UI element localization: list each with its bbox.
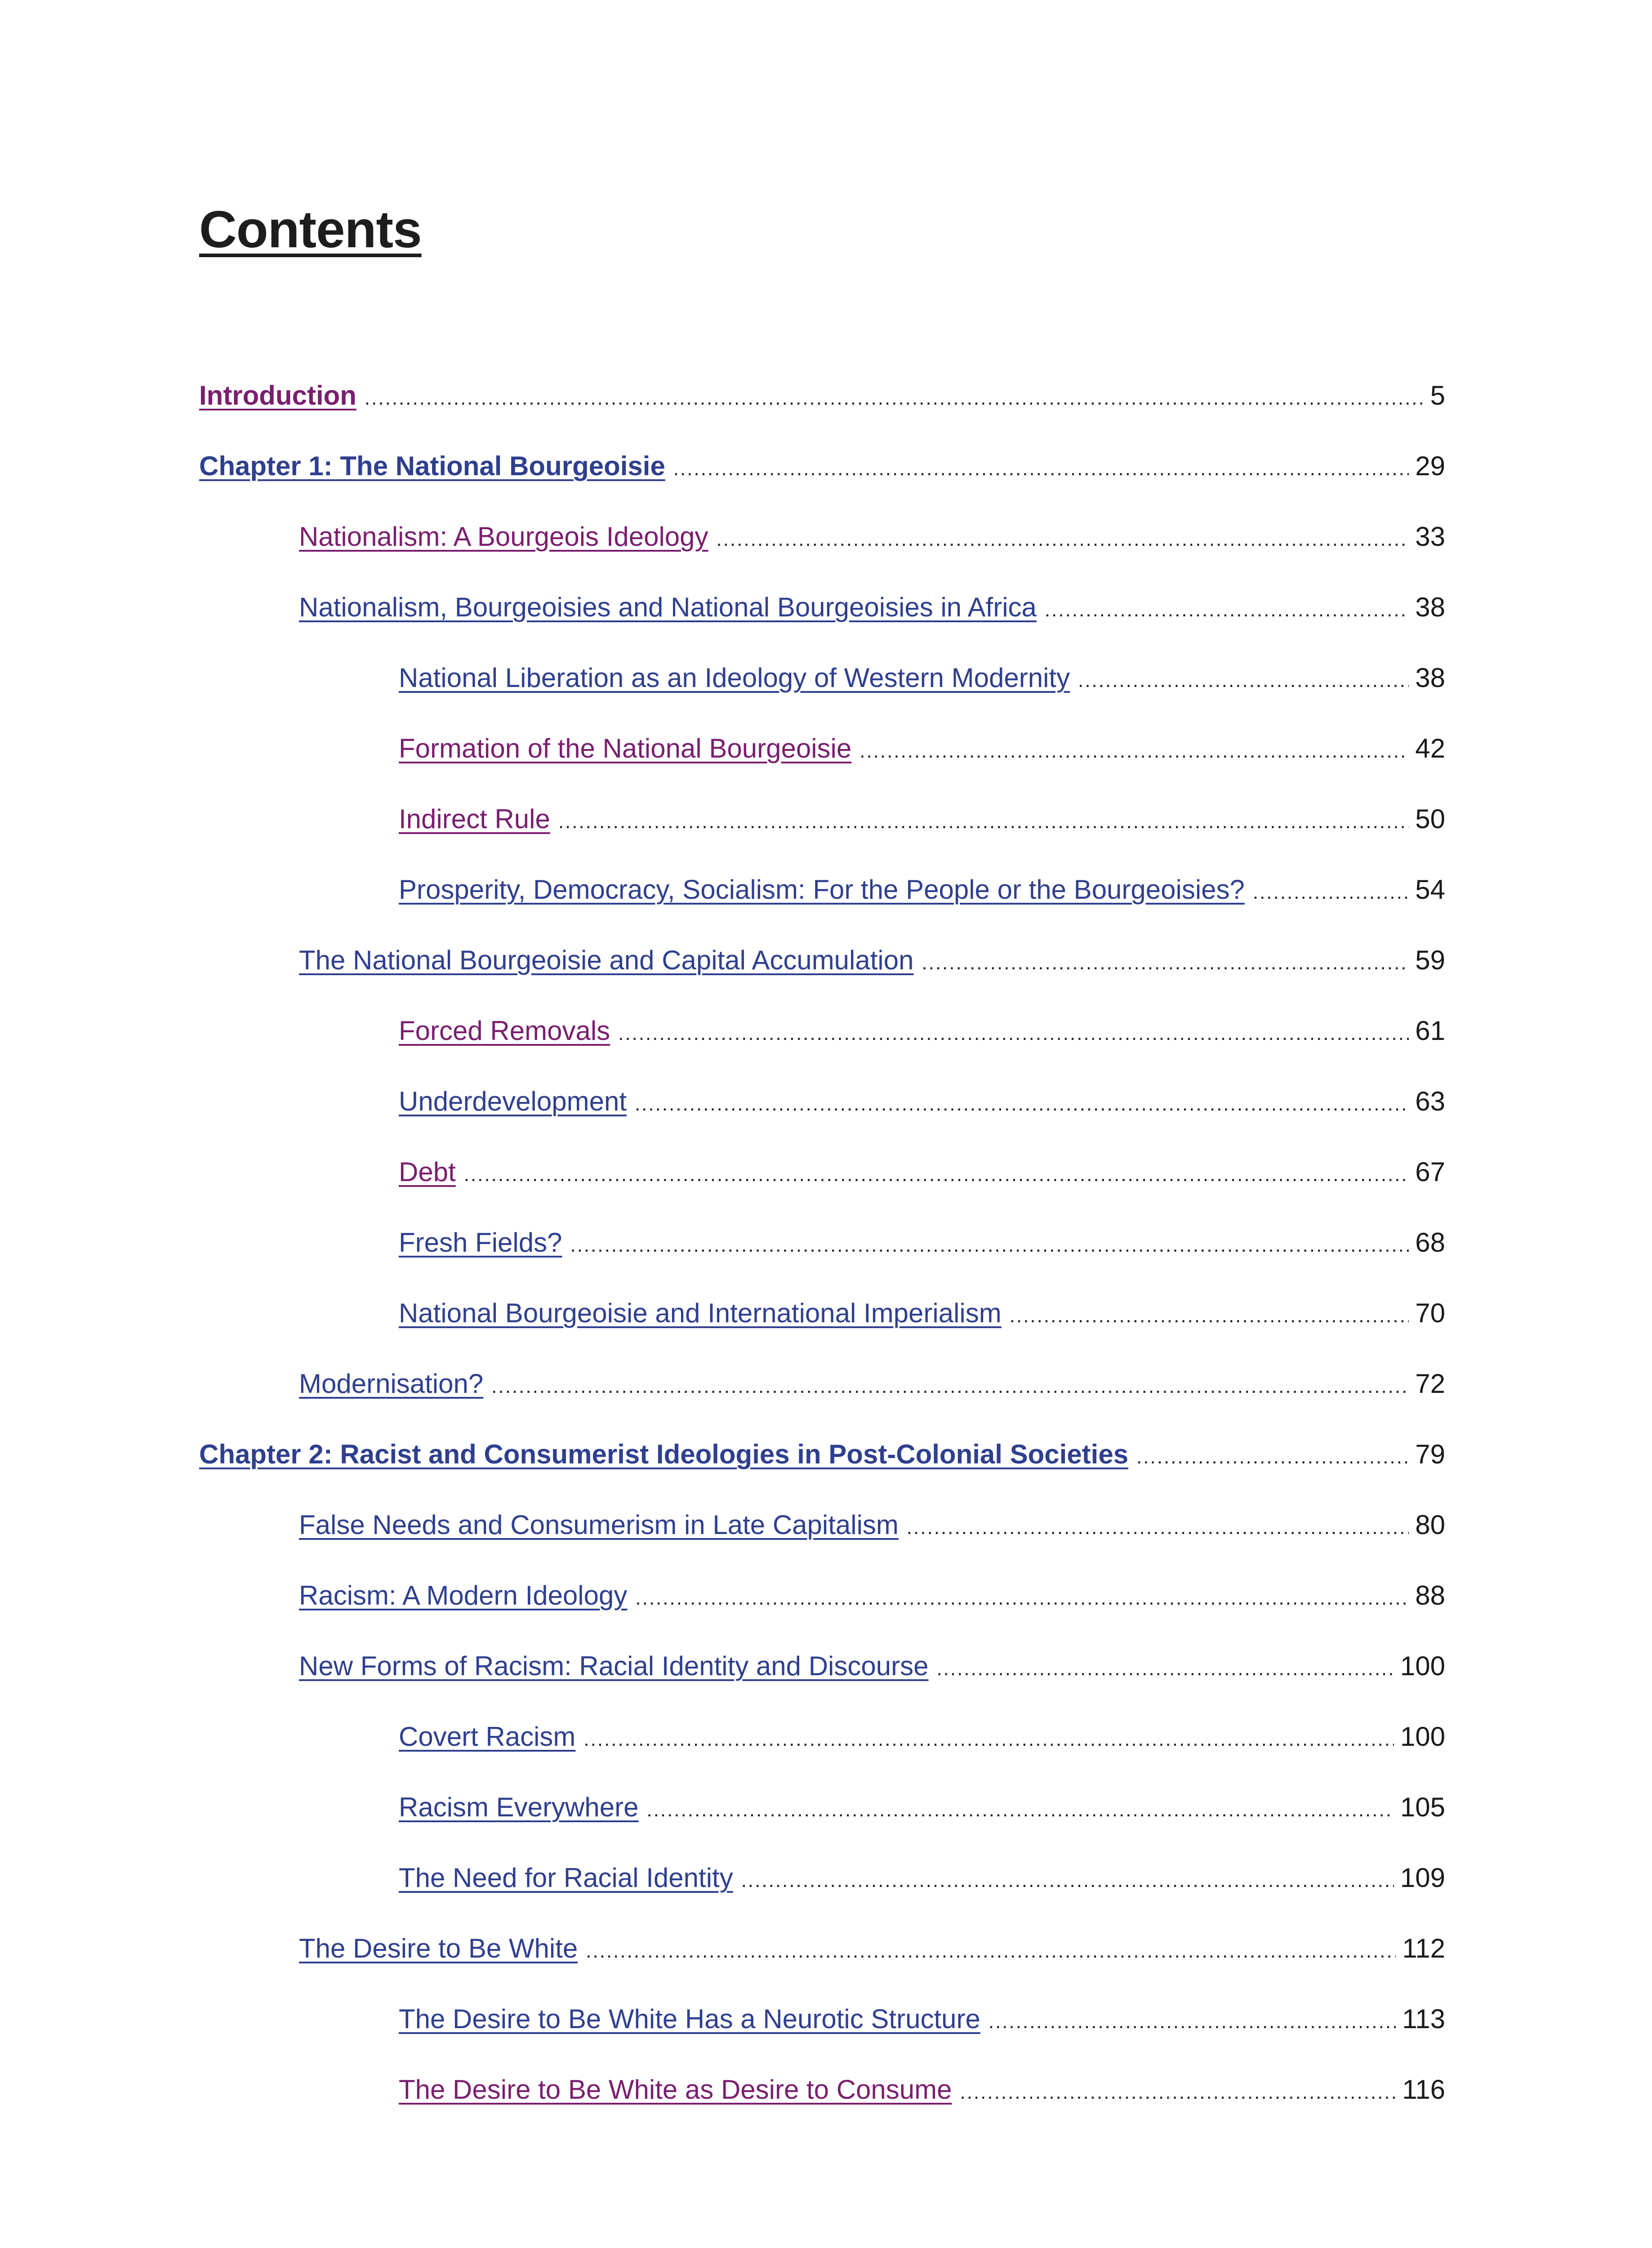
toc-page-number: 72	[1415, 1369, 1445, 1399]
toc-link[interactable]: Introduction	[199, 380, 356, 410]
toc-section-entry	[299, 941, 1445, 979]
toc-section-entry	[299, 518, 1445, 556]
toc-page-number: 54	[1415, 874, 1445, 905]
toc-link[interactable]: Debt	[399, 1157, 456, 1187]
toc-subsection-entry	[399, 1012, 1445, 1050]
toc-chapter-entry	[199, 1436, 1445, 1473]
toc-page-number: 109	[1400, 1863, 1445, 1893]
toc-link[interactable]: Racism Everywhere	[399, 1792, 639, 1822]
toc-subsection-entry	[399, 1153, 1445, 1191]
toc-subsection-entry	[399, 1718, 1445, 1756]
toc-subsection-entry	[399, 1294, 1445, 1332]
toc-page-number: 113	[1402, 2004, 1445, 2034]
toc-subsection-entry	[399, 800, 1445, 838]
toc-link[interactable]: National Bourgeoisie and International Imperialism	[399, 1298, 1002, 1328]
toc-chapter-entry	[199, 447, 1445, 485]
dot-leader	[491, 1368, 1409, 1405]
toc-page-number: 80	[1415, 1510, 1445, 1540]
toc-page-number: 29	[1415, 451, 1445, 481]
toc-link[interactable]: False Needs and Consumerism in Late Capitalism	[299, 1510, 899, 1540]
dot-leader	[717, 521, 1409, 558]
toc-link[interactable]: Underdevelopment	[399, 1086, 627, 1116]
toc-page-number: 116	[1402, 2074, 1445, 2105]
dot-leader	[635, 1579, 1409, 1617]
toc-subsection-entry	[399, 1083, 1445, 1120]
dot-leader	[586, 1932, 1396, 1970]
toc-page-number: 67	[1415, 1157, 1445, 1187]
toc-link[interactable]: The Desire to Be White as Desire to Consume	[399, 2074, 952, 2105]
toc-link[interactable]: The Desire to Be White	[299, 1933, 578, 1963]
toc-link[interactable]: Chapter 1: The National Bourgeoisie	[199, 451, 665, 481]
toc-section-entry	[299, 1930, 1445, 1967]
toc-subsection-entry	[399, 2071, 1445, 2109]
toc-subsection-entry	[399, 1859, 1445, 1897]
toc-section-entry	[299, 1647, 1445, 1685]
toc-link[interactable]: Formation of the National Bourgeoisie	[399, 733, 852, 763]
toc-page-number: 63	[1415, 1086, 1445, 1116]
dot-leader	[464, 1156, 1409, 1194]
dot-leader	[741, 1862, 1394, 1900]
toc-subsection-entry	[399, 730, 1445, 767]
dot-leader	[583, 1721, 1394, 1758]
toc-chapter-entry	[199, 377, 1445, 415]
toc-subsection-entry	[399, 1224, 1445, 1262]
dot-leader	[859, 732, 1409, 770]
toc-page-number: 100	[1400, 1722, 1445, 1752]
dot-leader	[1010, 1297, 1409, 1335]
dot-leader	[570, 1227, 1409, 1264]
toc-page-number: 33	[1415, 522, 1445, 552]
dot-leader	[989, 2003, 1396, 2041]
toc-section-entry	[299, 1506, 1445, 1544]
toc-link[interactable]: Racism: A Modern Ideology	[299, 1580, 628, 1610]
toc-section-entry	[299, 1365, 1445, 1403]
toc-section-entry	[299, 1577, 1445, 1615]
toc-link[interactable]: Nationalism, Bourgeoisies and National Bourgeoisies in Africa	[299, 592, 1037, 622]
dot-leader	[922, 944, 1409, 982]
toc-subsection-entry	[399, 2000, 1445, 2038]
dot-leader	[1136, 1438, 1409, 1476]
toc-link[interactable]: Modernisation?	[299, 1369, 484, 1399]
toc-link[interactable]: The Need for Racial Identity	[399, 1863, 733, 1893]
dot-leader	[646, 1791, 1394, 1829]
dot-leader	[1078, 662, 1409, 700]
toc-link[interactable]: New Forms of Racism: Racial Identity and Discourse	[299, 1651, 929, 1681]
toc-page-number: 38	[1415, 592, 1445, 622]
toc-link[interactable]: Prosperity, Democracy, Socialism: For the People or the Bourgeoisies?	[399, 874, 1245, 905]
toc-page-number: 100	[1400, 1651, 1445, 1681]
toc-link[interactable]: Forced Removals	[399, 1016, 610, 1046]
page-title: Contents	[199, 200, 422, 259]
toc-page-number: 68	[1415, 1227, 1445, 1258]
dot-leader	[558, 803, 1409, 841]
toc-page-number: 70	[1415, 1298, 1445, 1328]
toc-page-number: 59	[1415, 945, 1445, 975]
dot-leader	[635, 1085, 1409, 1123]
dot-leader	[365, 379, 1424, 417]
toc-page-number: 112	[1402, 1933, 1445, 1963]
toc-link[interactable]: Covert Racism	[399, 1722, 576, 1752]
dot-leader	[960, 2074, 1396, 2111]
dot-leader	[907, 1509, 1409, 1547]
toc-link[interactable]: Chapter 2: Racist and Consumerist Ideologies in Post-Colonial Societies	[199, 1439, 1129, 1469]
toc-page-number: 5	[1430, 380, 1445, 410]
toc-page-number: 38	[1415, 663, 1445, 693]
toc-page-number: 79	[1415, 1439, 1445, 1469]
toc-link[interactable]: National Liberation as an Ideology of Western Modernity	[399, 663, 1070, 693]
toc-subsection-entry	[399, 659, 1445, 697]
dot-leader	[1253, 874, 1409, 911]
dot-leader	[1045, 591, 1409, 629]
toc-page-number: 61	[1415, 1016, 1445, 1046]
toc-link[interactable]: The National Bourgeoisie and Capital Accumulation	[299, 945, 914, 975]
toc-section-entry	[299, 589, 1445, 626]
dot-leader	[673, 450, 1409, 488]
toc-page-number: 105	[1400, 1792, 1445, 1822]
toc-subsection-entry	[399, 1789, 1445, 1826]
dot-leader	[936, 1650, 1394, 1688]
toc-page-number: 42	[1415, 733, 1445, 763]
toc-page-number: 50	[1415, 804, 1445, 834]
toc-link[interactable]: Nationalism: A Bourgeois Ideology	[299, 522, 708, 552]
toc-page-number: 88	[1415, 1580, 1445, 1610]
toc-link[interactable]: The Desire to Be White Has a Neurotic Structure	[399, 2004, 980, 2034]
toc-link[interactable]: Fresh Fields?	[399, 1227, 562, 1258]
toc-link[interactable]: Indirect Rule	[399, 804, 550, 834]
toc-subsection-entry	[399, 871, 1445, 909]
dot-leader	[618, 1015, 1409, 1053]
